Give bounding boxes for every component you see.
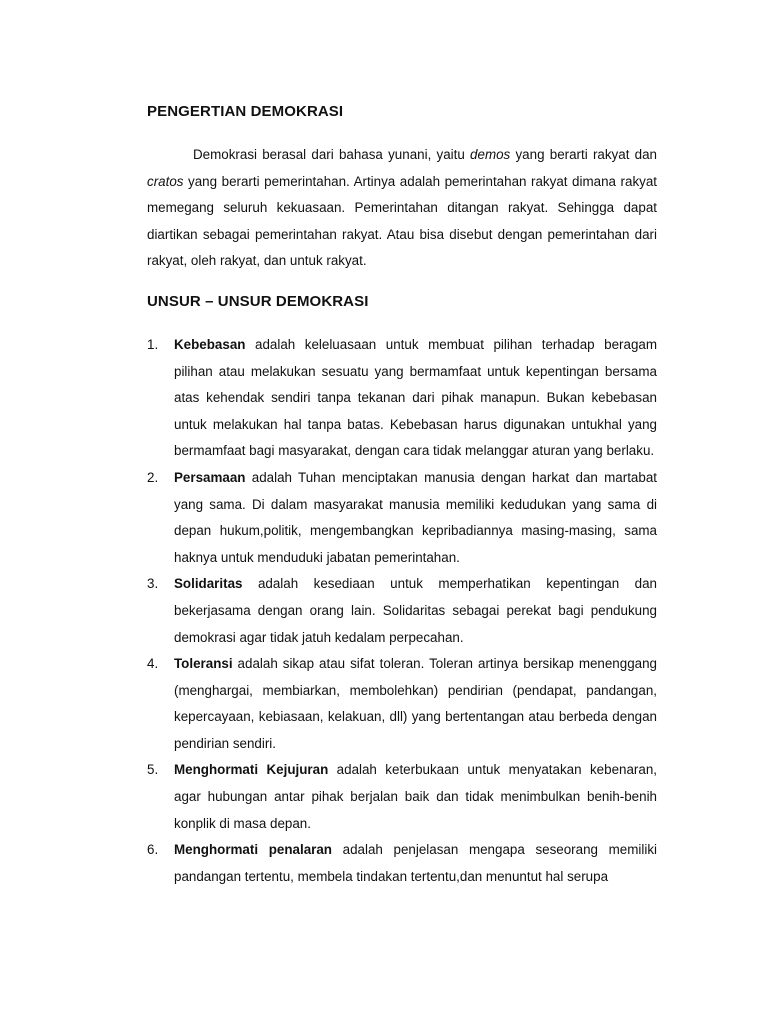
list-item-term: Menghormati penalaran (174, 842, 332, 858)
list-item-number: 1. (147, 336, 159, 352)
list-item-term: Menghormati Kejujuran (174, 762, 329, 778)
list-item-text: adalah keleluasaan untuk membuat pilihan terhadap beragam pilihan atau melakukan sesuatu yang bermamfaat untuk kepentingan bersama atas kehendak sendiri tanpa tekanan dari pihak manapun. Bukan kebebasan untuk melakukan hal tanpa batas. Kebebasan harus digunakan untukhal yang bermamfaat bagi masyarakat, dengan cara tidak melanggar aturan yang berlaku. (174, 336, 657, 459)
intro-italic-cratos: cratos (147, 173, 184, 189)
list-item-text: adalah penjelasan mengapa seseorang memiliki pandangan tertentu, membela tindakan tertentu,dan menuntut hal serupa (174, 842, 657, 884)
unsur-list (147, 332, 657, 890)
section-title-pengertian: PENGERTIAN DEMOKRASI (147, 103, 344, 120)
list-item-term: Persamaan (174, 469, 246, 485)
list-item-text: adalah Tuhan menciptakan manusia dengan harkat dan martabat yang sama. Di dalam masyarakat manusia memiliki kedudukan yang sama di depan hukum,politik, mengembangkan kepribadiannya masing-masing, sama haknya untuk menduduki jabatan pemerintahan. (174, 469, 657, 565)
page-content (147, 102, 657, 890)
list-item-term: Kebebasan (174, 336, 246, 352)
list-item (147, 571, 657, 651)
intro-paragraph (147, 142, 657, 275)
list-item (147, 332, 657, 465)
list-item-text: adalah keterbukaan untuk menyatakan kebenaran, agar hubungan antar pihak berjalan baik dan tidak menimbulkan benih-benih konplik di masa depan. (174, 762, 657, 831)
list-item (147, 757, 657, 837)
list-item-text: adalah kesediaan untuk memperhatikan kepentingan dan bekerjasama dengan orang lain. Solidaritas sebagai perekat bagi pendukung demokrasi agar tidak jatuh kedalam perpecahan. (174, 576, 657, 645)
section-title-unsur: UNSUR – UNSUR DEMOKRASI (147, 292, 369, 310)
list-item-text: adalah sikap atau sifat toleran. Toleran artinya bersikap menenggang (menghargai, membiarkan, membolehkan) pendirian (pendapat, pandangan, kepercayaan, kebiasaan, kelakuan, dll) yang bertentangan atau berbeda dengan pendirian sendiri. (174, 656, 657, 751)
list-item-term: Toleransi (174, 656, 233, 672)
intro-text-2: yang berarti rakyat dan (510, 147, 657, 162)
list-item-number: 5. (147, 762, 159, 778)
intro-text-1: Demokrasi berasal dari bahasa yunani, yaitu (193, 147, 471, 162)
list-item-term: Solidaritas (174, 576, 243, 592)
list-item (147, 651, 657, 757)
list-item-number: 3. (147, 576, 159, 592)
list-item-number: 4. (147, 656, 159, 672)
list-item-number: 2. (147, 469, 159, 485)
list-item-number: 6. (147, 842, 159, 858)
list-item (147, 837, 657, 890)
list-item (147, 465, 657, 571)
intro-italic-demos: demos (470, 147, 511, 162)
intro-text-3: yang berarti pemerintahan. Artinya adalah pemerintahan rakyat dimana rakyat memegang seluruh kekuasaan. Pemerintahan ditangan rakyat. Sehingga dapat diartikan sebagai pemerintahan rakyat. Atau bisa disebut dengan pemerintahan dari rakyat, oleh rakyat, dan untuk rakyat. (147, 173, 657, 269)
